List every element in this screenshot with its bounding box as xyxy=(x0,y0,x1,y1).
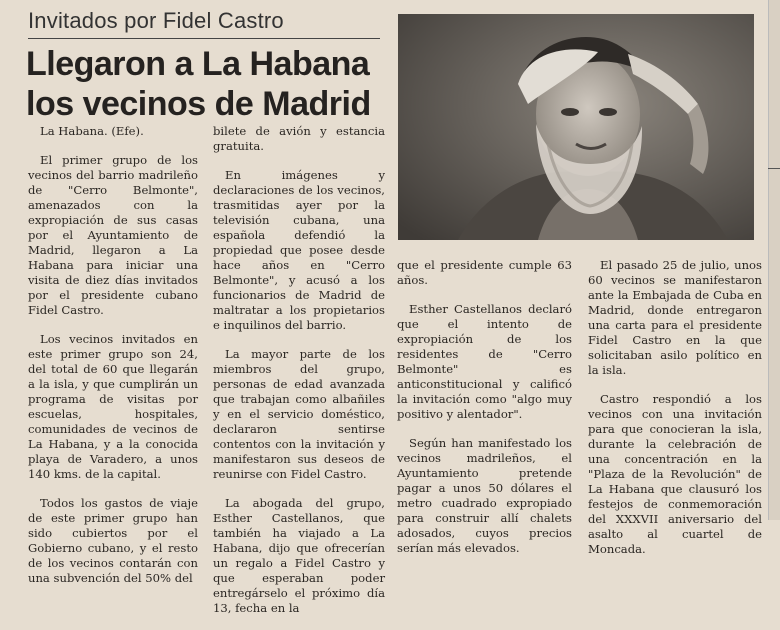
paragraph: La mayor parte de los miembros del grupo, personas de edad avanzada que trabajan como albañiles y en el servicio doméstico, declararon sentirse contentos con la invitación y manifestaron sus deseos de reunirse con Fidel Castro. xyxy=(213,347,385,481)
paragraph: La abogada del grupo, Esther Castellanos, que también ha viajado a La Habana, dijo que ofrecerían un regalo a Fidel Castro y que esperaban poder entregárselo el próximo día 13, fecha en la xyxy=(213,496,385,615)
adjacent-page-rule xyxy=(768,168,780,169)
paragraph: Todos los gastos de viaje de este primer grupo han sido cubiertos por el Gobierno cubano, y el resto de los vecinos contarán con una subvención del 50% del xyxy=(28,496,198,585)
article-headline xyxy=(26,44,396,124)
paragraph: En imágenes y declaraciones de los vecinos, trasmitidas ayer por la televisión cubana, una española defendió la propiedad que posee desde hace años en "Cerro Belmonte", y acusó a los funcionarios de Madrid de maltratar a los propietarios e inquilinos del barrio. xyxy=(213,168,385,332)
headline-line-2: los vecinos de Madrid xyxy=(26,85,371,123)
kicker-divider xyxy=(28,38,380,39)
paragraph: bilete de avión y estancia gratuita. xyxy=(213,124,385,153)
dateline: La Habana. (Efe). xyxy=(40,124,144,138)
article-column-4 xyxy=(588,258,762,571)
article-column-1 xyxy=(28,124,198,600)
paragraph: Castro respondió a los vecinos con una invitación para que conocieran la isla, durante la celebración de una concentración en la "Plaza de la Revolución" de La Habana que clausuró los festejos de conmemoración del XXXVII aniversario del asalto al cuartel de Moncada. xyxy=(588,392,762,556)
headline-line-1: Llegaron a La Habana xyxy=(26,45,370,83)
adjacent-page-edge xyxy=(768,0,780,520)
paragraph: Según han manifestado los vecinos madrileños, el Ayuntamiento pretende pagar a unos 50 dólares el metro cuadrado expropiado para construir allí chalets adosados, cuyos precios serían más elevados. xyxy=(397,436,572,555)
article-kicker: Invitados por Fidel Castro xyxy=(28,8,284,33)
paragraph: El pasado 25 de julio, unos 60 vecinos se manifestaron ante la Embajada de Cuba en Madrid, donde entregaron una carta para el presidente Fidel Castro en la que solicitaban asilo político en la isla. xyxy=(588,258,762,377)
paragraph: Esther Castellanos declaró que el intento de expropiación de los residentes de "Cerro Belmonte" es anticonstitucional y calificó la invitación como "algo muy positivo y alentador". xyxy=(397,302,572,421)
article-column-2 xyxy=(213,124,385,630)
castro-photo xyxy=(398,14,754,240)
portrait-photo-icon xyxy=(398,14,754,240)
paragraph: El primer grupo de los vecinos del barrio madrileño de "Cerro Belmonte", amenazados con la expropiación de sus casas por el Ayuntamiento de Madrid, llegaron a La Habana para iniciar una visita de diez días invitados por el presidente cubano Fidel Castro. xyxy=(28,153,198,317)
article-column-3 xyxy=(397,258,572,570)
paragraph: que el presidente cumple 63 años. xyxy=(397,258,572,287)
paragraph: Los vecinos invitados en este primer grupo son 24, del total de 60 que llegarán a la isla, y que cumplirán un programa de visitas por escuelas, hospitales, comunidades de vecinos de La Habana, y a la conocida playa de Varadero, a unos 140 kms. de la capital. xyxy=(28,332,198,481)
